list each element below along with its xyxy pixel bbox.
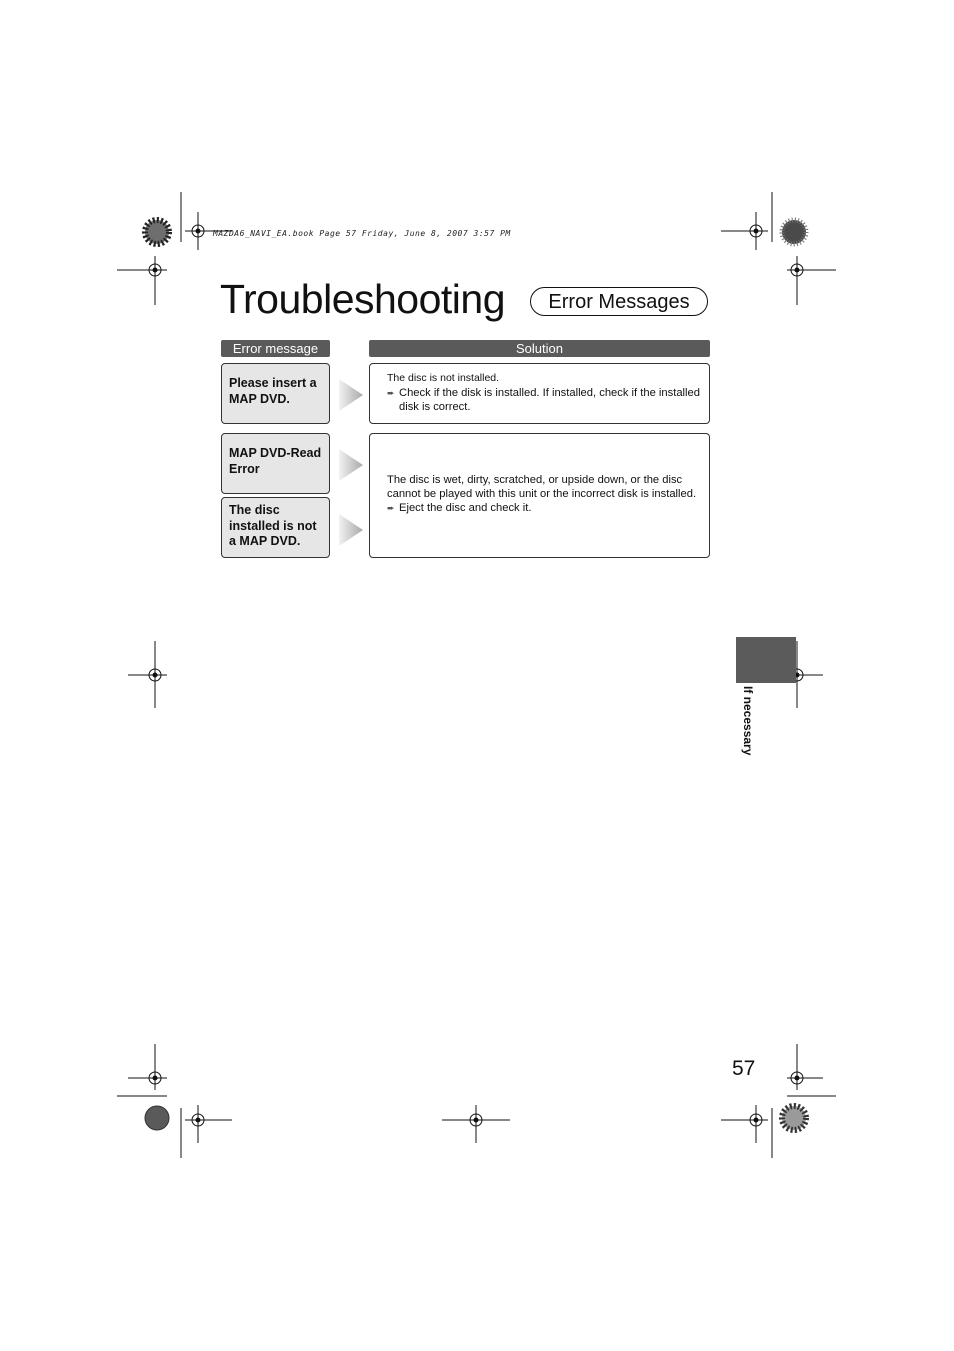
side-tab-label-text: If necessary [741,686,755,756]
column-header-solution: Solution [369,340,710,357]
solution-action-text: Check if the disk is installed. If installed, check if the installed disk is correct. [399,387,700,413]
error-message-box [221,433,330,494]
page-title: Troubleshooting [220,276,506,322]
error-message-text: The disc installed is not a MAP DVD. [229,503,317,548]
column-header-error: Error message [221,340,330,357]
page-number: 57 [732,1057,756,1080]
solution-cause: The disc is not installed. [387,372,500,384]
solution-box [369,363,710,424]
arrow-right-icon [337,448,365,482]
solution-action [387,501,704,515]
error-message-text: Please insert a MAP DVD. [229,376,317,406]
section-label: Error Messages [530,287,708,316]
arrow-right-icon [337,378,365,412]
error-message-text: MAP DVD-Read Error [229,446,322,476]
side-tab [736,637,796,683]
solution-box [369,433,710,558]
error-message-box [221,363,330,424]
error-message-box [221,497,330,558]
arrow-right-icon [337,513,365,547]
solution-action [387,386,703,414]
arrow-bullet-icon: ➨ [387,503,395,513]
side-tab-label [740,686,772,776]
print-header-line: MAZDA6_NAVI_EA.book Page 57 Friday, June 8, 2007 3:57 PM [213,229,511,238]
solution-cause: The disc is wet, dirty, scratched, or upside down, or the disc cannot be played with this unit or the incorrect disk is installed. [387,474,697,500]
solution-action-text: Eject the disc and check it. [399,502,532,514]
arrow-bullet-icon: ➨ [387,388,395,398]
